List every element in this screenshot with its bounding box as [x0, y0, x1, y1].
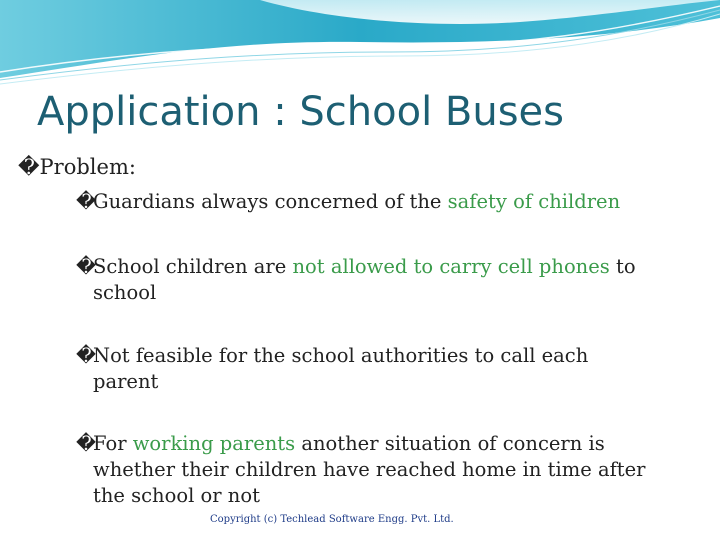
bullet-marker: �	[76, 344, 96, 367]
list-item	[76, 254, 676, 306]
item-text: School children are	[93, 255, 293, 278]
header-wave-decoration	[0, 0, 720, 90]
item-continuation-text: whether their children have reached home in time after	[93, 458, 646, 481]
item-highlight-text: safety of children	[447, 190, 621, 213]
item-text: Not feasible for the school authorities to call each	[93, 344, 589, 367]
bullet-marker: �	[18, 155, 40, 179]
list-item	[76, 431, 676, 509]
bullet-marker: �	[76, 190, 96, 213]
item-continuation-text: parent	[93, 370, 159, 393]
slide-title: Application : School Buses	[37, 89, 564, 135]
item-highlight-text: not allowed to carry cell phones	[292, 255, 610, 278]
item-continuation-text: the school or not	[93, 484, 260, 507]
copyright-footer: Copyright (c) Techlead Software Engg. Pvt. Ltd.	[210, 514, 454, 525]
item-continuation-text: school	[93, 281, 157, 304]
item-text: another situation of concern is	[295, 432, 605, 455]
list-item	[76, 343, 676, 395]
item-text: For	[93, 432, 133, 455]
bullet-marker: �	[76, 255, 96, 278]
problem-heading	[18, 155, 136, 179]
item-text: Guardians always concerned of the	[93, 190, 448, 213]
item-text: to	[609, 255, 636, 278]
item-highlight-text: working parents	[132, 432, 296, 455]
problem-heading-text: Problem:	[39, 155, 136, 179]
list-item	[76, 189, 676, 215]
bullet-marker: �	[76, 432, 96, 455]
